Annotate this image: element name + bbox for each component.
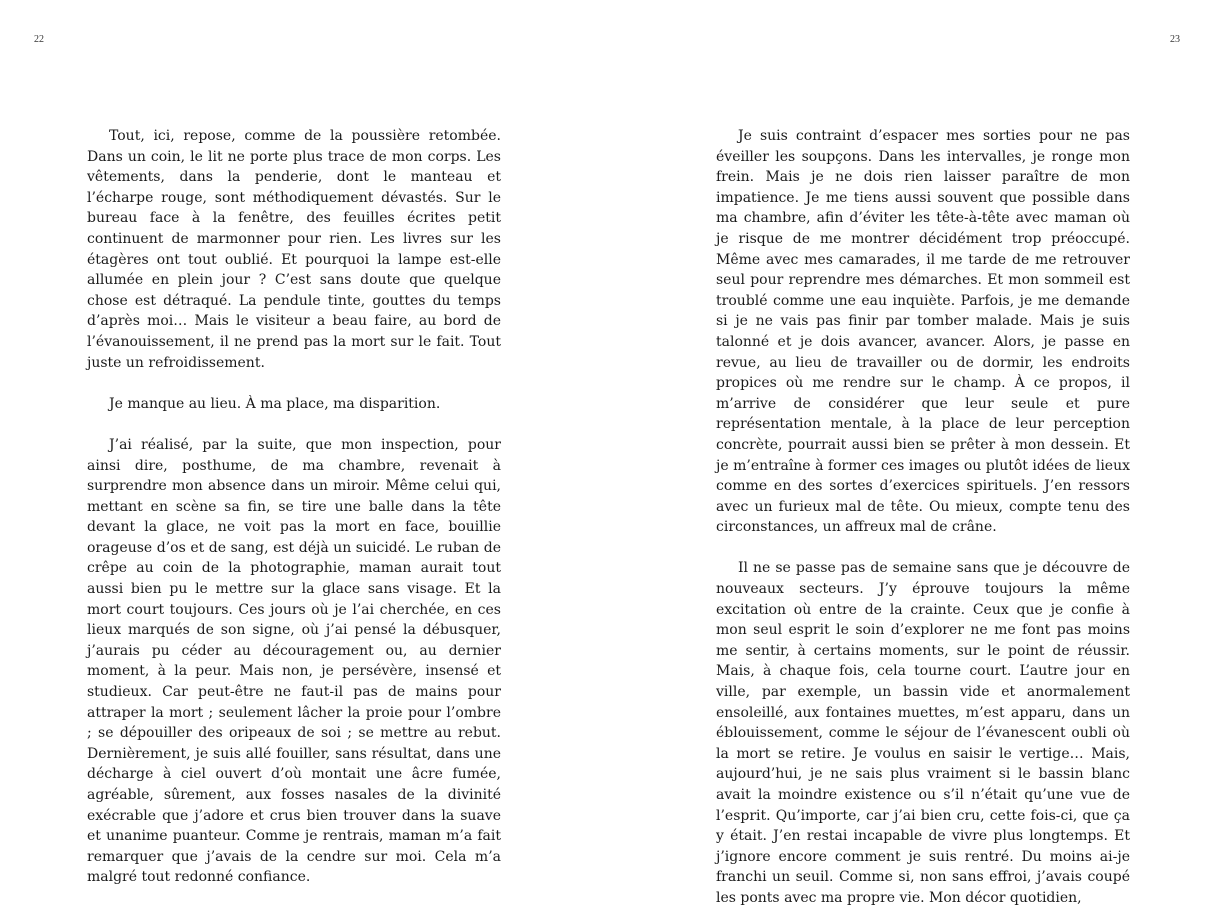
paragraph: Je suis contraint d’espacer mes sorties pour ne pas éveiller les soupçons. Dans les intervalles, je ronge mon frein. Mais je ne dois rien laisser paraître de mon impatience. Je me tiens aussi souvent que possible dans ma chambre, afin d’éviter les tête-à-tête avec maman où je risque de me montrer décidément trop préoccupé. Même avec mes camarades, il me tarde de me retrouver seul pour reprendre mes démarches. Et mon sommeil est troublé comme une eau inquiète. Parfois, je me demande si je ne vais pas finir par tomber malade. Mais je suis talonné et je dois avancer, avancer. Alors, je passe en revue, au lieu de travailler ou de dormir, les endroits propices où me rendre sur le champ. À ce propos, il m’arrive de considérer que leur seule et pure représentation mentale, à la place de leur perception concrète, pourrait aussi bien se prêter à mon dessein. Et je m’entraîne à former ces images ou plutôt idées de lieux comme en des sortes d’exercices spirituels. J’en ressors avec un furieux mal de tête. Ou mieux, compte tenu des circonstances, un affreux mal de crâne.	[716, 128, 1130, 536]
paragraph: Il ne se passe pas de semaine sans que je découvre de nouveaux secteurs. J’y éprouve toujours la même excitation où entre de la crainte. Ceux que je confie à mon seul esprit le soin d’explorer ne me font pas moins me sentir, à certains moments, sur le point de réussir. Mais, à chaque fois, cela tourne court. L’autre jour en ville, par exemple, un bassin vide et anormalement ensoleillé, aux fontaines muettes, m’est apparu, dans un éblouissement, comme le séjour de l’évanescent oubli où la mort se retire. Je voulus en saisir le vertige… Mais, aujourd’hui, je ne sais plus vraiment si le bassin blanc avait la moindre existence ou s’il n’était qu’une vue de l’esprit. Qu’importe, car j’ai bien cru, cette fois-ci, que ça y était. J’en restai incapable de vivre plus longtemps. Et j’ignore encore comment je suis rentré. Du moins ai-je franchi un seuil. Comme si, non sans effroi, j’avais coupé les ponts avec ma propre vie. Mon décor quotidien,	[716, 560, 1130, 906]
page-number-left: 22	[34, 34, 44, 45]
left-page-text	[87, 126, 501, 888]
paragraph: Je manque au lieu. À ma place, ma disparition.	[109, 395, 441, 412]
page-number-right: 23	[1170, 34, 1180, 45]
paragraph: J’ai réalisé, par la suite, que mon inspection, pour ainsi dire, posthume, de ma chambre, revenait à surprendre mon absence dans un miroir. Même celui qui, mettant en scène sa fin, se tire une balle dans la tête devant la glace, ne voit pas la mort en face, bouillie orageuse d’os et de sang, est déjà un suicidé. Le ruban de crêpe au coin de la photographie, maman aurait tout aussi bien pu le mettre sur la glace sans visage. Et la mort court toujours. Ces jours où je l’ai cherchée, en ces lieux marqués de son signe, où j’ai pensé la débusquer, j’aurais pu céder au découragement ou, au dernier moment, à la peur. Mais non, je persévère, insensé et studieux. Car peut-être ne faut-il pas de mains pour attraper la mort ; seulement lâcher la proie pour l’ombre ; se dépouiller des oripeaux de soi ; se mettre au rebut. Dernièrement, je suis allé fouiller, sans résultat, dans une décharge à ciel ouvert d’où montait une âcre fumée, agréable, sûrement, aux fosses nasales de la divinité exécrable que j’adore et crus bien trouver dans la suave et unanime puanteur. Comme je rentrais, maman m’a fait remarquer que j’avais de la cendre sur moi. Cela m’a malgré tout redonné confiance.	[87, 436, 501, 886]
paragraph: Tout, ici, repose, comme de la poussière retombée. Dans un coin, le lit ne porte plus trace de mon corps. Les vêtements, dans la penderie, dont le manteau et l’écharpe rouge, sont méthodiquement dévastés. Sur le bureau face à la fenêtre, des feuilles écrites petit continuent de marmonner pour rien. Les livres sur les étagères ont tout oublié. Et pourquoi la lampe est-elle allumée en plein jour ? C’est sans doute que quelque chose est détraqué. La pendule tinte, gouttes du temps d’après moi… Mais le visiteur a beau faire, au bord de l’évanouissement, il ne prend pas la mort sur le fait. Tout juste un refroidissement.	[87, 128, 501, 371]
right-page-text	[716, 126, 1130, 909]
